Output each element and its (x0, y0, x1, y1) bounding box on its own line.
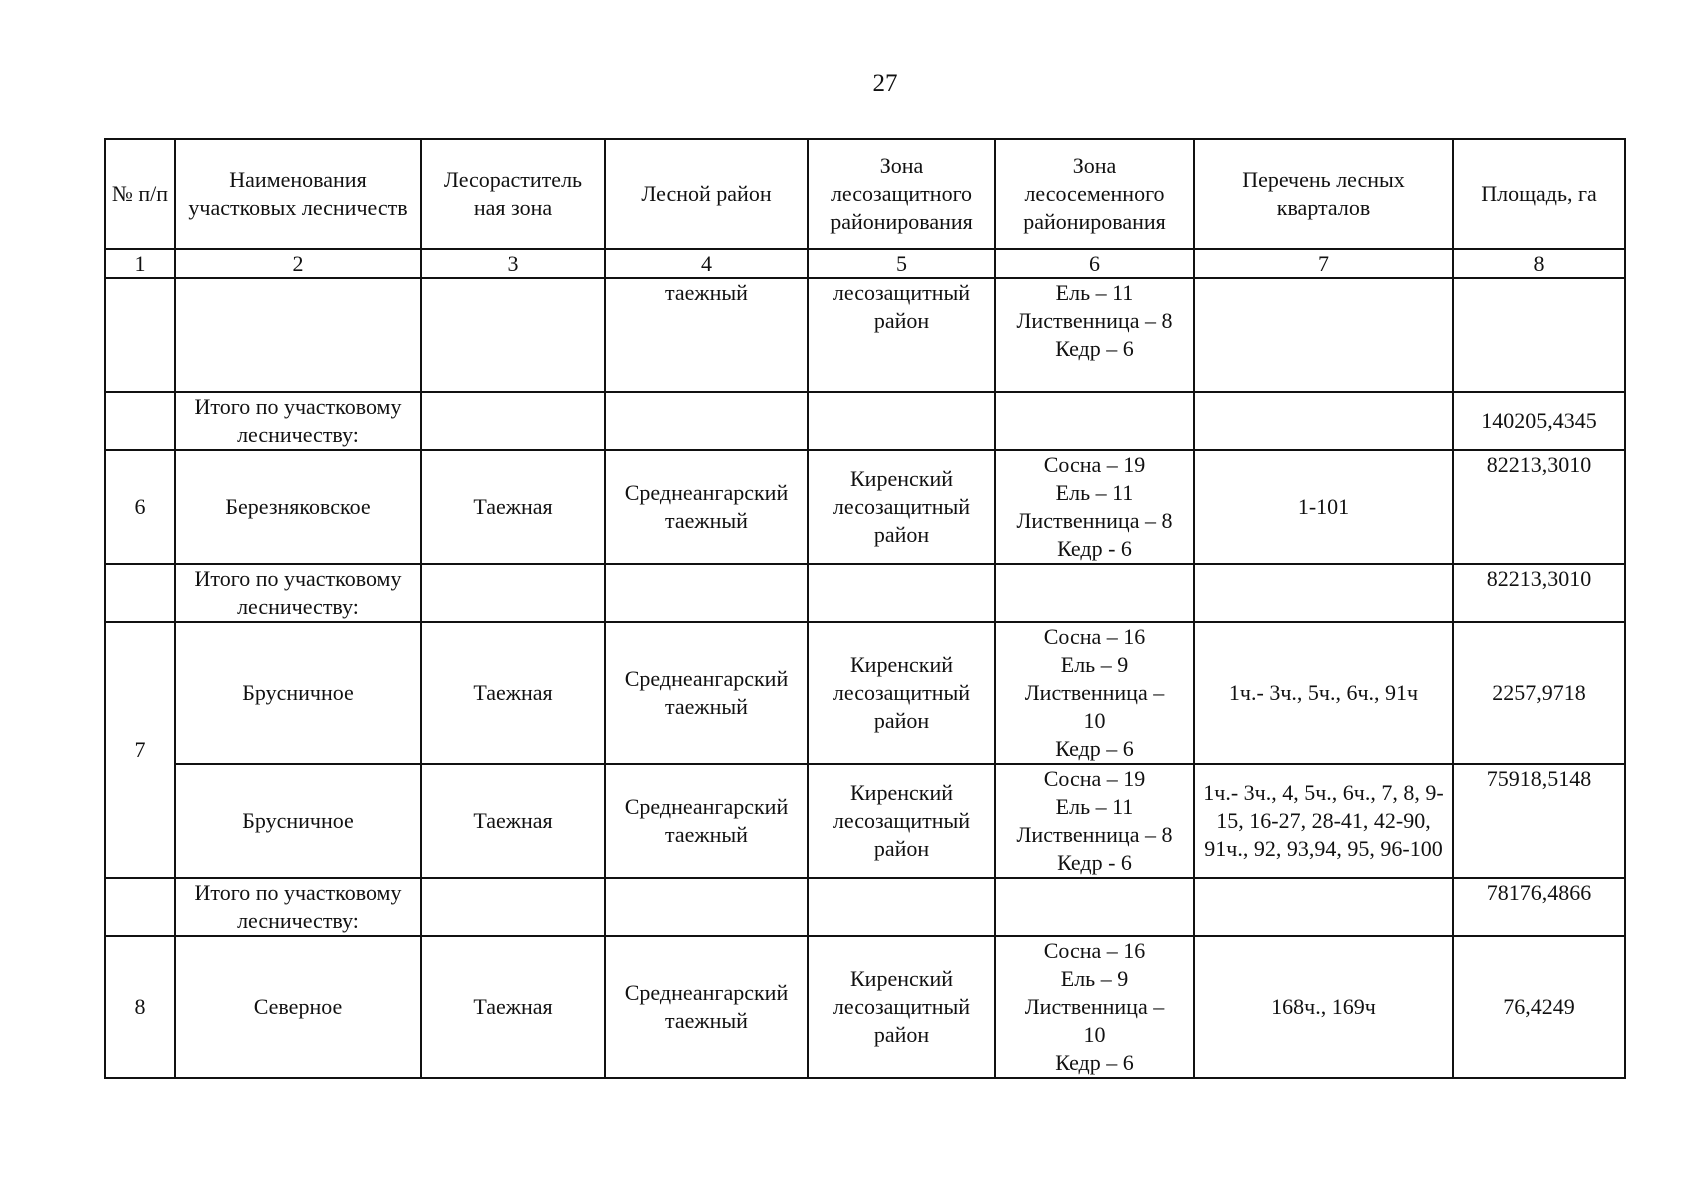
cell-forest-region: таежный (605, 278, 808, 392)
cell-no (105, 278, 175, 392)
column-number: 4 (605, 249, 808, 278)
table-row (105, 450, 1625, 564)
seed-zone-line: 10 (1083, 1022, 1106, 1047)
cell-no (105, 392, 175, 450)
header-cell-forest-region: Лесной район (605, 139, 808, 249)
seed-zone-line: Ель – 9 (1060, 652, 1129, 677)
cell-quarters: 1ч.- 3ч., 5ч., 6ч., 91ч (1194, 622, 1453, 764)
cell-forest-region (605, 878, 808, 936)
cell-protection-zone (808, 392, 995, 450)
cell-vegetation-zone (421, 278, 605, 392)
cell-protection-zone: Киренский лесозащитный район (808, 764, 995, 878)
cell-district-name: Березняковское (175, 450, 421, 564)
cell-district-name: Брусничное (175, 764, 421, 878)
cell-quarters (1194, 278, 1453, 392)
forest-districts-table (104, 138, 1626, 1079)
cell-vegetation-zone (421, 878, 605, 936)
cell-seed-zone (995, 878, 1194, 936)
cell-total-area: 140205,4345 (1453, 392, 1625, 450)
header-cell-protection-zone: Зона лесозащитного районирования (808, 139, 995, 249)
cell-total-label: Итого по участковому лесничеству: (175, 392, 421, 450)
cell-forest-region: Среднеангарский таежный (605, 450, 808, 564)
cell-vegetation-zone: Таежная (421, 764, 605, 878)
seed-zone-line: Лиственница – 8 (1016, 308, 1173, 333)
cell-area: 76,4249 (1453, 936, 1625, 1078)
seed-zone-line: Сосна – 16 (1043, 624, 1146, 649)
cell-total-label: Итого по участковому лесничеству: (175, 878, 421, 936)
seed-zone-line: Сосна – 19 (1043, 766, 1146, 791)
table-row-total (105, 564, 1625, 622)
column-number: 3 (421, 249, 605, 278)
seed-zone-line: Сосна – 16 (1043, 938, 1146, 963)
cell-seed-zone (995, 278, 1194, 392)
cell-vegetation-zone: Таежная (421, 936, 605, 1078)
header-cell-vegetation-zone: Лесораститель ная зона (421, 139, 605, 249)
cell-seed-zone (995, 764, 1194, 878)
cell-seed-zone (995, 564, 1194, 622)
table-row-total (105, 878, 1625, 936)
cell-quarters (1194, 878, 1453, 936)
cell-forest-region (605, 392, 808, 450)
seed-zone-line: Кедр – 6 (1055, 336, 1134, 361)
header-cell-area: Площадь, га (1453, 139, 1625, 249)
cell-seed-zone (995, 936, 1194, 1078)
cell-forest-region: Среднеангарский таежный (605, 622, 808, 764)
table-header-row (105, 139, 1625, 249)
column-number: 2 (175, 249, 421, 278)
cell-quarters: 1ч.- 3ч., 4, 5ч., 6ч., 7, 8, 9-15, 16-27, 28-41, 42-90, 91ч., 92, 93,94, 95, 96-100 (1194, 764, 1453, 878)
seed-zone-line: Ель – 9 (1060, 966, 1129, 991)
cell-quarters: 168ч., 169ч (1194, 936, 1453, 1078)
table-row-total (105, 392, 1625, 450)
column-number: 8 (1453, 249, 1625, 278)
page-number: 27 (872, 70, 898, 97)
cell-area: 2257,9718 (1453, 622, 1625, 764)
seed-zone-line: Лиственница – 8 (1016, 822, 1173, 847)
table-row-continued (105, 278, 1625, 392)
cell-forest-region: Среднеангарский таежный (605, 936, 808, 1078)
cell-seed-zone (995, 622, 1194, 764)
cell-quarters (1194, 392, 1453, 450)
table-row (105, 622, 1625, 764)
seed-zone-line: 10 (1083, 708, 1106, 733)
seed-zone-line: Кедр – 6 (1055, 1050, 1134, 1075)
column-number: 1 (105, 249, 175, 278)
cell-area: 82213,3010 (1453, 450, 1625, 564)
cell-no: 7 (105, 622, 175, 878)
cell-area (1453, 278, 1625, 392)
header-cell-no: № п/п (105, 139, 175, 249)
cell-quarters (1194, 564, 1453, 622)
cell-protection-zone (808, 564, 995, 622)
cell-protection-zone: лесозащитный район (808, 278, 995, 392)
seed-zone-line: Ель – 11 (1055, 794, 1134, 819)
seed-zone-line: Кедр - 6 (1057, 850, 1132, 875)
cell-quarters: 1-101 (1194, 450, 1453, 564)
cell-protection-zone: Киренский лесозащитный район (808, 622, 995, 764)
cell-district-name: Брусничное (175, 622, 421, 764)
cell-seed-zone (995, 392, 1194, 450)
cell-vegetation-zone (421, 564, 605, 622)
header-cell-district-name: Наименования участковых лесничеств (175, 139, 421, 249)
header-cell-seed-zone: Зона лесосеменного районирования (995, 139, 1194, 249)
table-row (105, 936, 1625, 1078)
cell-district-name: Северное (175, 936, 421, 1078)
cell-protection-zone: Киренский лесозащитный район (808, 936, 995, 1078)
cell-forest-region: Среднеангарский таежный (605, 764, 808, 878)
cell-forest-region (605, 564, 808, 622)
cell-no: 6 (105, 450, 175, 564)
column-number: 6 (995, 249, 1194, 278)
cell-total-area: 82213,3010 (1453, 564, 1625, 622)
header-cell-quarters: Перечень лесных кварталов (1194, 139, 1453, 249)
cell-seed-zone (995, 450, 1194, 564)
cell-protection-zone: Киренский лесозащитный район (808, 450, 995, 564)
cell-no (105, 564, 175, 622)
seed-zone-line: Лиственница – (1024, 680, 1165, 705)
seed-zone-line: Ель – 11 (1055, 480, 1134, 505)
cell-total-area: 78176,4866 (1453, 878, 1625, 936)
seed-zone-line: Лиственница – (1024, 994, 1165, 1019)
seed-zone-line: Кедр – 6 (1055, 736, 1134, 761)
column-number: 5 (808, 249, 995, 278)
cell-vegetation-zone: Таежная (421, 622, 605, 764)
table-row (105, 764, 1625, 878)
cell-protection-zone (808, 878, 995, 936)
seed-zone-line: Ель – 11 (1055, 280, 1134, 305)
cell-vegetation-zone: Таежная (421, 450, 605, 564)
seed-zone-line: Сосна – 19 (1043, 452, 1146, 477)
cell-no: 8 (105, 936, 175, 1078)
cell-total-label: Итого по участковому лесничеству: (175, 564, 421, 622)
cell-area: 75918,5148 (1453, 764, 1625, 878)
cell-no (105, 878, 175, 936)
cell-vegetation-zone (421, 392, 605, 450)
cell-district-name (175, 278, 421, 392)
column-number-row (105, 249, 1625, 278)
seed-zone-line: Кедр - 6 (1057, 536, 1132, 561)
column-number: 7 (1194, 249, 1453, 278)
seed-zone-line: Лиственница – 8 (1016, 508, 1173, 533)
